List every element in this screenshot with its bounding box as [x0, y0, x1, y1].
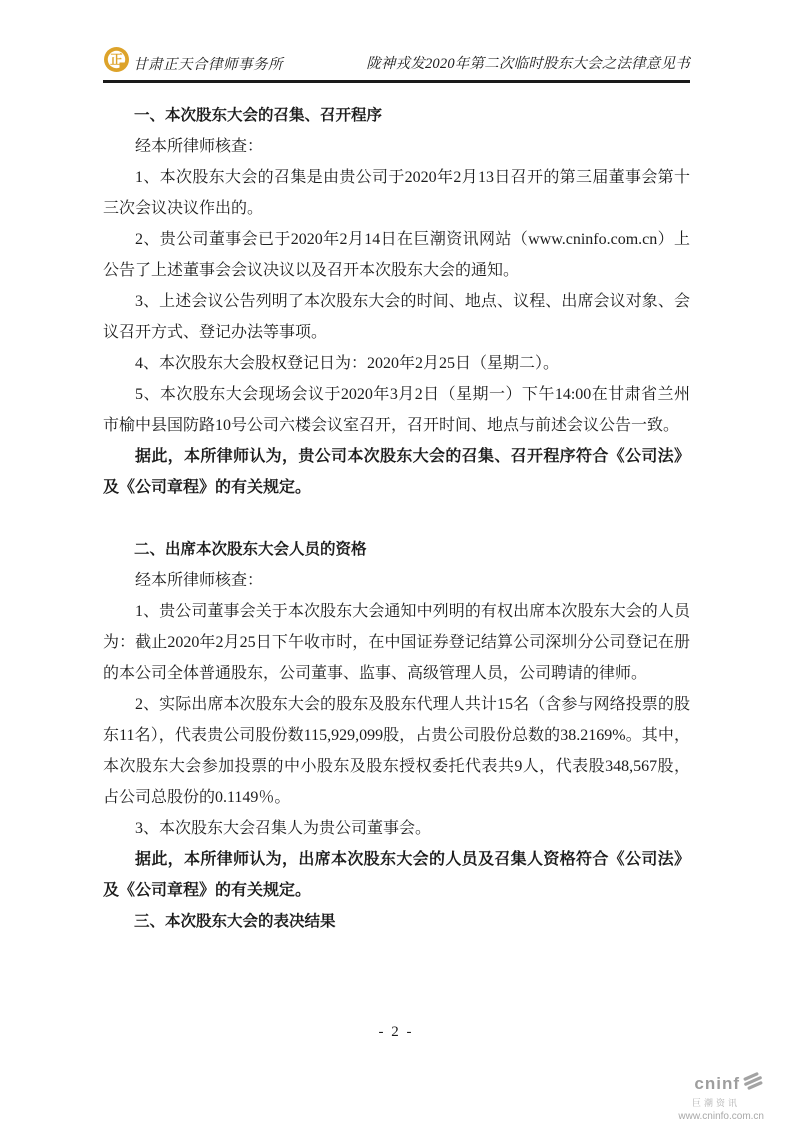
section-heading: 三、本次股东大会的表决结果 [134, 913, 336, 930]
law-firm-name: 甘肃正天合律师事务所 [133, 56, 283, 73]
law-firm-brand [103, 46, 283, 73]
law-firm-logo-icon [103, 46, 130, 73]
paragraph: 据此，本所律师认为，贵公司本次股东大会的召集、召开程序符合《公司法》及《公司章程》的有关规定。 [103, 448, 690, 496]
paragraph: 2、贵公司董事会已于2020年2月14日在巨潮资讯网站（www.cninfo.com.cn）上公告了上述董事会会议决议以及召开本次股东大会的通知。 [103, 231, 690, 279]
cninfo-brand-text: cninf [694, 1073, 740, 1093]
paragraph: 3、上述会议公告列明了本次股东大会的时间、地点、议程、出席会议对象、会议召开方式、登记办法等事项。 [103, 293, 690, 341]
paragraph: 2、实际出席本次股东大会的股东及股东代理人共计15名（含参与网络投票的股东11名），代表贵公司股份数115,929,099股，占贵公司股份总数的38.2169%。其中，本次股东大会参加投票的中小股东及股东授权委托代表共9人，代表股348,567股，占公司总股份的0.1149％。 [103, 696, 690, 806]
paragraph: 经本所律师核查： [135, 572, 264, 589]
paragraph: 5、本次股东大会现场会议于2020年3月2日（星期一）下午14:00在甘肃省兰州市榆中县国防路10号公司六楼会议室召开，召开时间、地点与前述会议公告一致。 [103, 386, 690, 434]
section-heading: 二、出席本次股东大会人员的资格 [134, 541, 367, 558]
paragraph: 1、贵公司董事会关于本次股东大会通知中列明的有权出席本次股东大会的人员为：截止2020年2月25日下午收市时，在中国证券登记结算公司深圳分公司登记在册的本公司全体普通股东，公司董事、监事、高级管理人员，公司聘请的律师。 [103, 603, 690, 682]
cninfo-swirl-icon [742, 1070, 764, 1097]
document-body [103, 100, 690, 937]
svg-text:正: 正 [109, 52, 124, 68]
paragraph: 3、本次股东大会召集人为贵公司董事会。 [135, 820, 432, 837]
cninfo-logo [678, 1070, 764, 1122]
page-header [103, 46, 690, 83]
cninfo-url: www.cninfo.com.cn [678, 1110, 764, 1122]
paragraph: 据此，本所律师认为，出席本次股东大会的人员及召集人资格符合《公司法》及《公司章程》的有关规定。 [103, 851, 690, 899]
paragraph: 经本所律师核查： [135, 138, 264, 155]
paragraph: 1、本次股东大会的召集是由贵公司于2020年2月13日召开的第三届董事会第十三次会议决议作出的。 [103, 169, 690, 217]
document-title: 陇神戎发2020年第二次临时股东大会之法律意见书 [366, 55, 690, 72]
cninfo-chinese-name: 巨潮资讯 [691, 1098, 740, 1109]
paragraph: 4、本次股东大会股权登记日为：2020年2月25日（星期二）。 [135, 355, 560, 372]
page-number: - 2 - [378, 1024, 414, 1040]
section-heading: 一、本次股东大会的召集、召开程序 [134, 107, 383, 124]
